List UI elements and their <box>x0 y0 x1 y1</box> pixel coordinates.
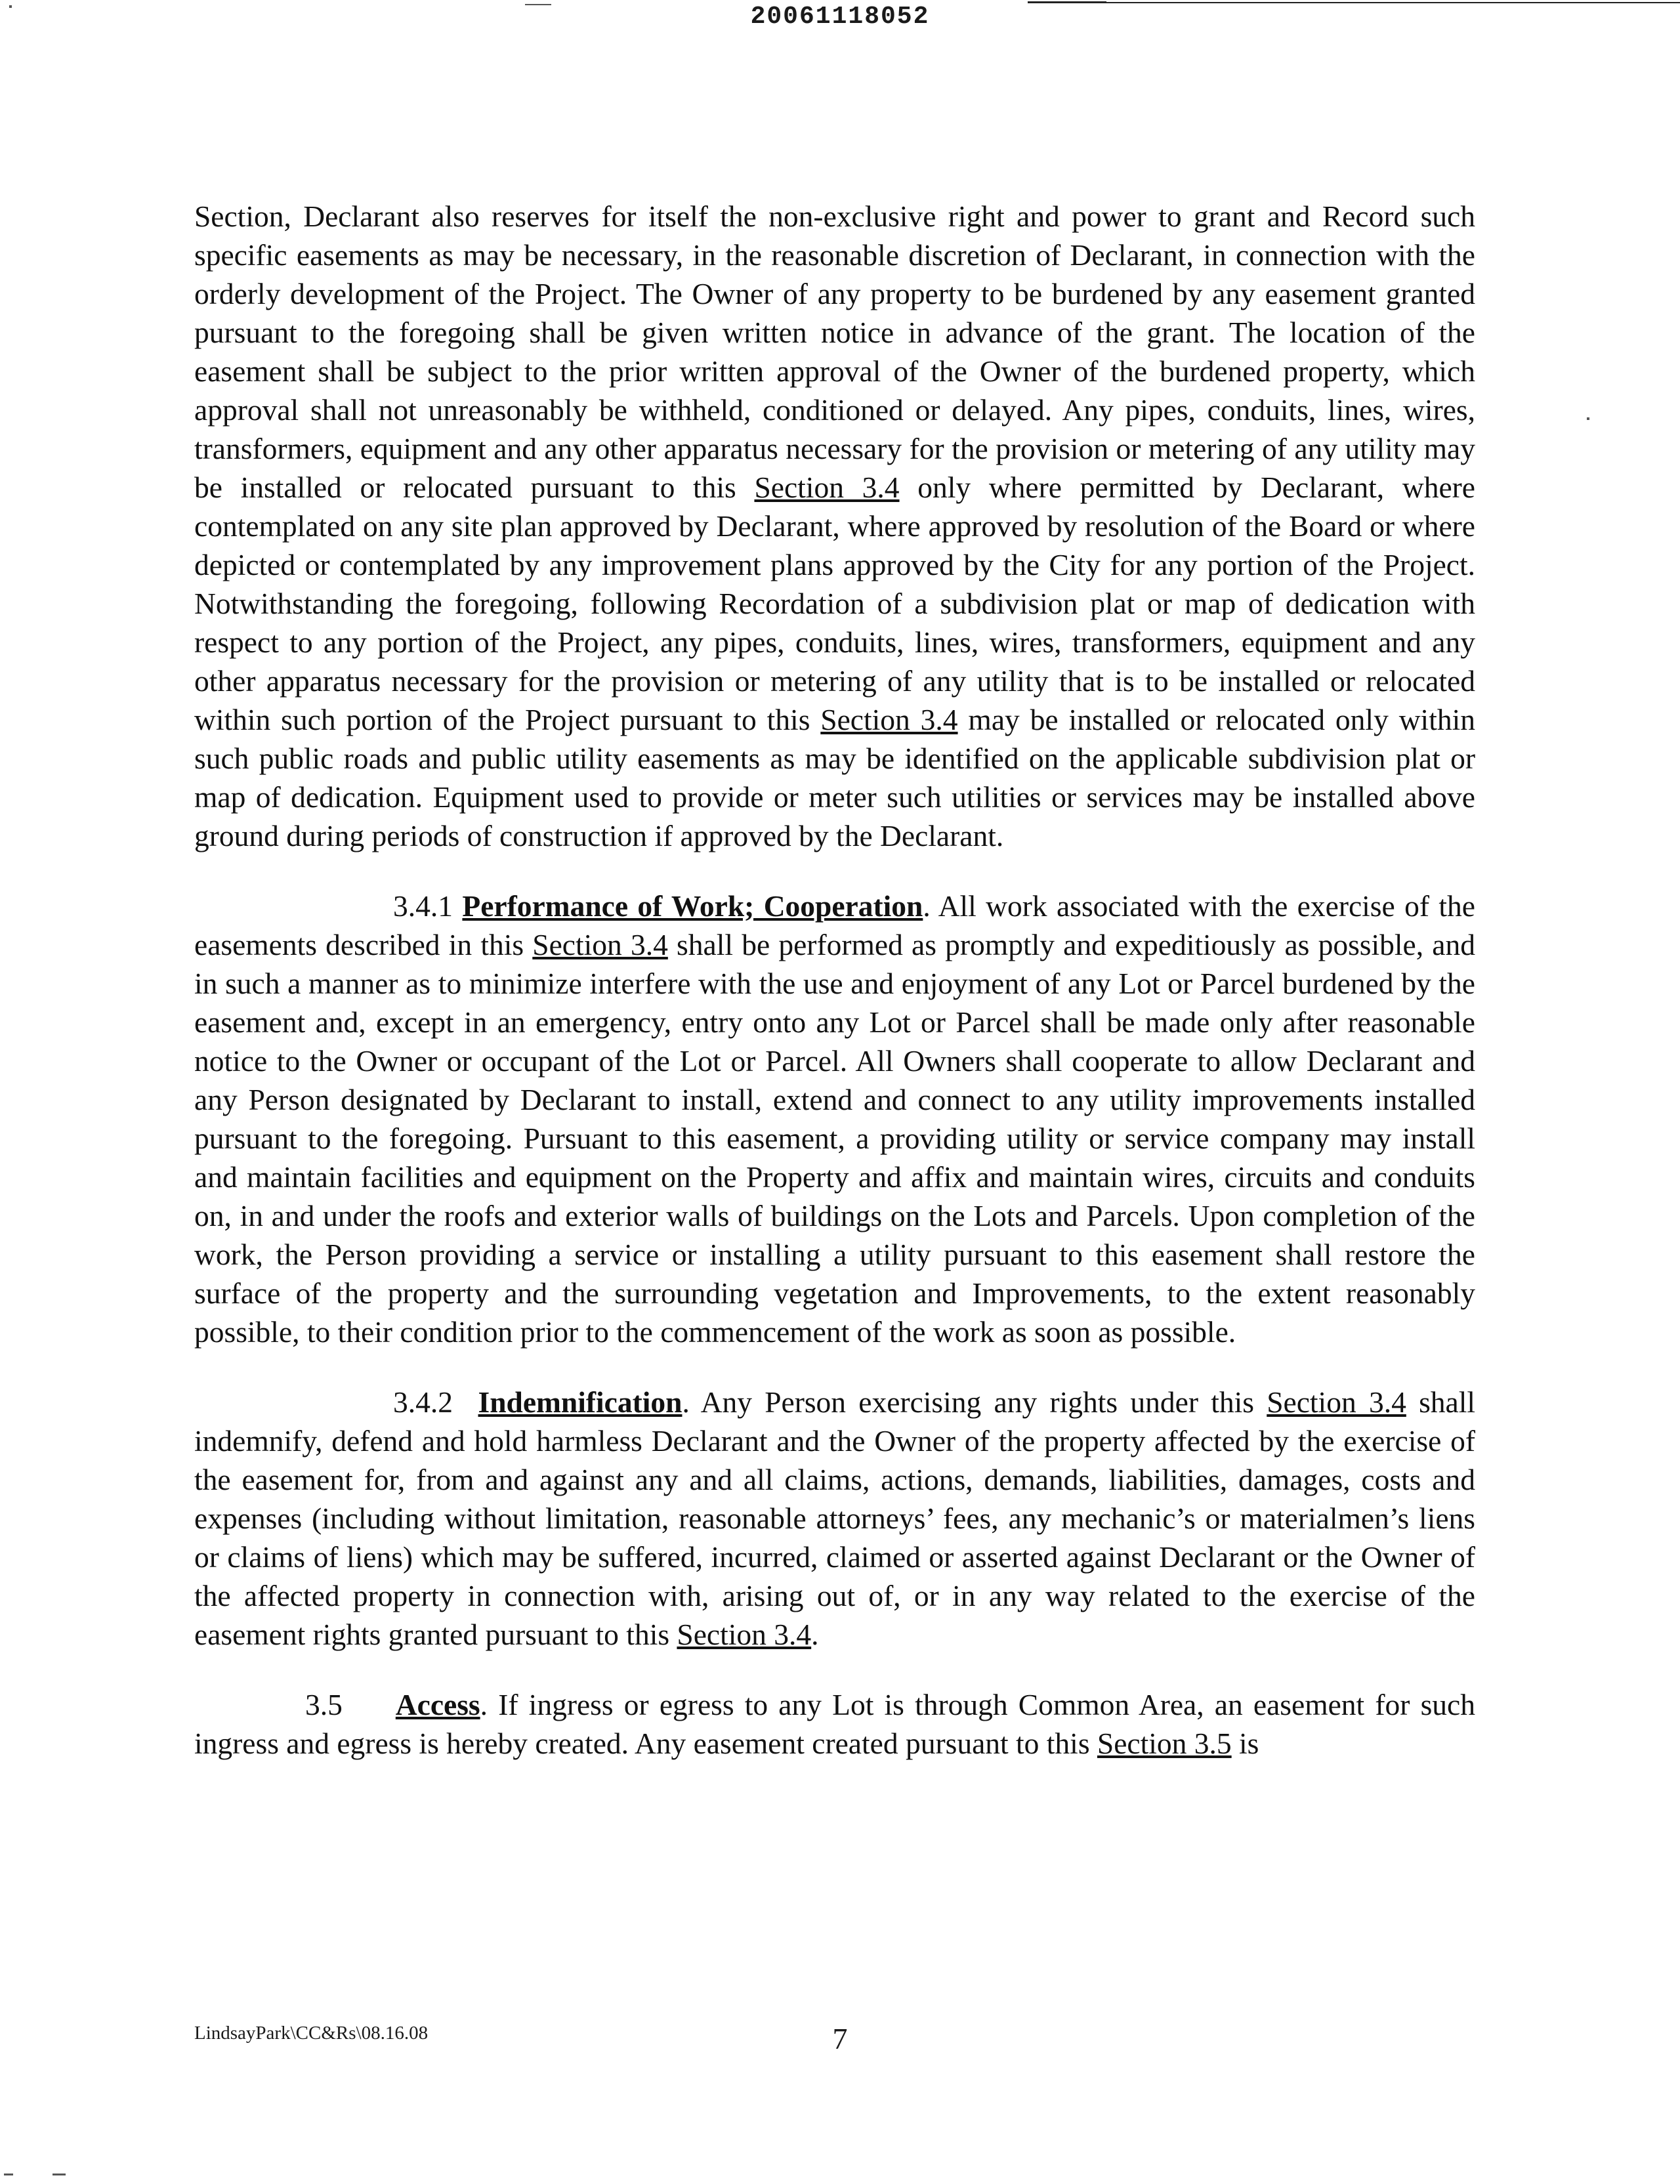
recording-number: 20061118052 <box>750 3 930 31</box>
body-text: is <box>1231 1727 1259 1760</box>
section-number: 3.4.1 <box>393 889 453 923</box>
footer-file-reference: LindsayPark\CC&Rs\08.16.08 <box>194 2023 429 2044</box>
body-text: shall be performed as promptly and expeditiously as possible, and in such a manner as to minimize interfere with the use and enjoyment of any Lot or Parcel burdened by the easement and, except in an emergency, entry onto any Lot or Parcel shall be made only after reasonable notice to the Owner or occupant of the Lot or Parcel. All Owners shall cooperate to allow Declarant and any Person designated by Declarant to install, extend and connect to any utility improvements installed pursuant to the foregoing. Pursuant to this easement, a providing utility or service company may install and maintain facilities and equipment on the Property and affix and maintain wires, circuits and conduits on, in and under the roofs and exterior walls of buildings on the Lots and Parcels. Upon completion of the work, the Person providing a service or installing a utility pursuant to this easement shall restore the surface of the property and the surrounding vegetation and Improvements, to the extent reasonably possible, to their condition prior to the commencement of the work as soon as possible. <box>194 928 1475 1349</box>
section-reference: Section 3.4 <box>532 928 668 961</box>
section-number: 3.4.2 <box>393 1385 453 1419</box>
body-text: may be installed or relocated only within such public roads and public utility easements as may be identified on the applicable subdivision plat or map of dedication. Equipment used to provide or meter such utilities or services may be installed above ground during periods of construction if approved by the Declarant. <box>194 703 1475 852</box>
section-reference: Section 3.4 <box>754 471 900 504</box>
body-text: . If ingress or egress to any Lot is through Common Area, an easement for such ingress and egress is hereby created. Any easement created pursuant to this <box>194 1688 1476 1760</box>
scan-speck <box>4 2174 13 2175</box>
section-number: 3.5 <box>305 1688 343 1721</box>
section-heading: Performance of Work; Cooperation <box>462 889 923 923</box>
section-3-4-1 <box>194 887 1475 1351</box>
section-heading: Access <box>395 1688 480 1721</box>
body-text: . Any Person exercising any rights under this <box>682 1385 1267 1419</box>
scan-speck <box>52 2174 66 2175</box>
section-heading: Indemnification <box>478 1385 682 1419</box>
scan-speck <box>1587 417 1589 420</box>
body-text: Section, Declarant also reserves for itself the non-exclusive right and power to grant and Record such specific easements as may be necessary, in the reasonable discretion of Declarant, in connection with the orderly development of the Project. The Owner of any property to be burdened by any easement granted pursuant to the foregoing shall be given written notice in advance of the grant. The location of the easement shall be subject to the prior written approval of the Owner of the burdened property, which approval shall not unreasonably be withheld, conditioned or delayed. Any pipes, conduits, lines, wires, transformers, equipment and any other apparatus necessary for the provision or metering of any utility may be installed or relocated pursuant to this <box>194 200 1475 504</box>
page-number: 7 <box>832 2022 848 2055</box>
body-text: . All work associated with the exercise of the easements described in this <box>194 889 1475 961</box>
body-text: shall indemnify, defend and hold harmless Declarant and the Owner of the property affected by the exercise of the easement for, from and against any and all claims, actions, demands, liabilities, damages, costs and expenses (including without limitation, reasonable attorneys’ fees, any mechanic’s or materialmen’s liens or claims of liens) which may be suffered, incurred, claimed or asserted against Declarant or the Owner of the affected property in connection with, arising out of, or in any way related to the exercise of the easement rights granted pursuant to this <box>194 1385 1476 1651</box>
section-3-4-2 <box>194 1383 1475 1654</box>
section-reference: Section 3.4 <box>1267 1385 1406 1419</box>
body-text: . <box>811 1618 819 1651</box>
section-3-5 <box>194 1685 1475 1763</box>
document-body <box>194 197 1475 1763</box>
easement-paragraph <box>194 197 1475 855</box>
section-reference: Section 3.4 <box>677 1618 812 1651</box>
section-reference: Section 3.4 <box>820 703 958 736</box>
body-text: only where permitted by Declarant, where contemplated on any site plan approved by Declarant, where approved by resolution of the Board or where depicted or contemplated by any improvement plans approved by the City for any portion of the Project. Notwithstanding the foregoing, following Recordation of a subdivision plat or map of dedication with respect to any portion of the Project, any pipes, conduits, lines, wires, transformers, equipment and any other apparatus necessary for the provision or metering of any utility that is to be installed or relocated within such portion of the Project pursuant to this <box>194 471 1475 736</box>
section-reference: Section 3.5 <box>1097 1727 1232 1760</box>
